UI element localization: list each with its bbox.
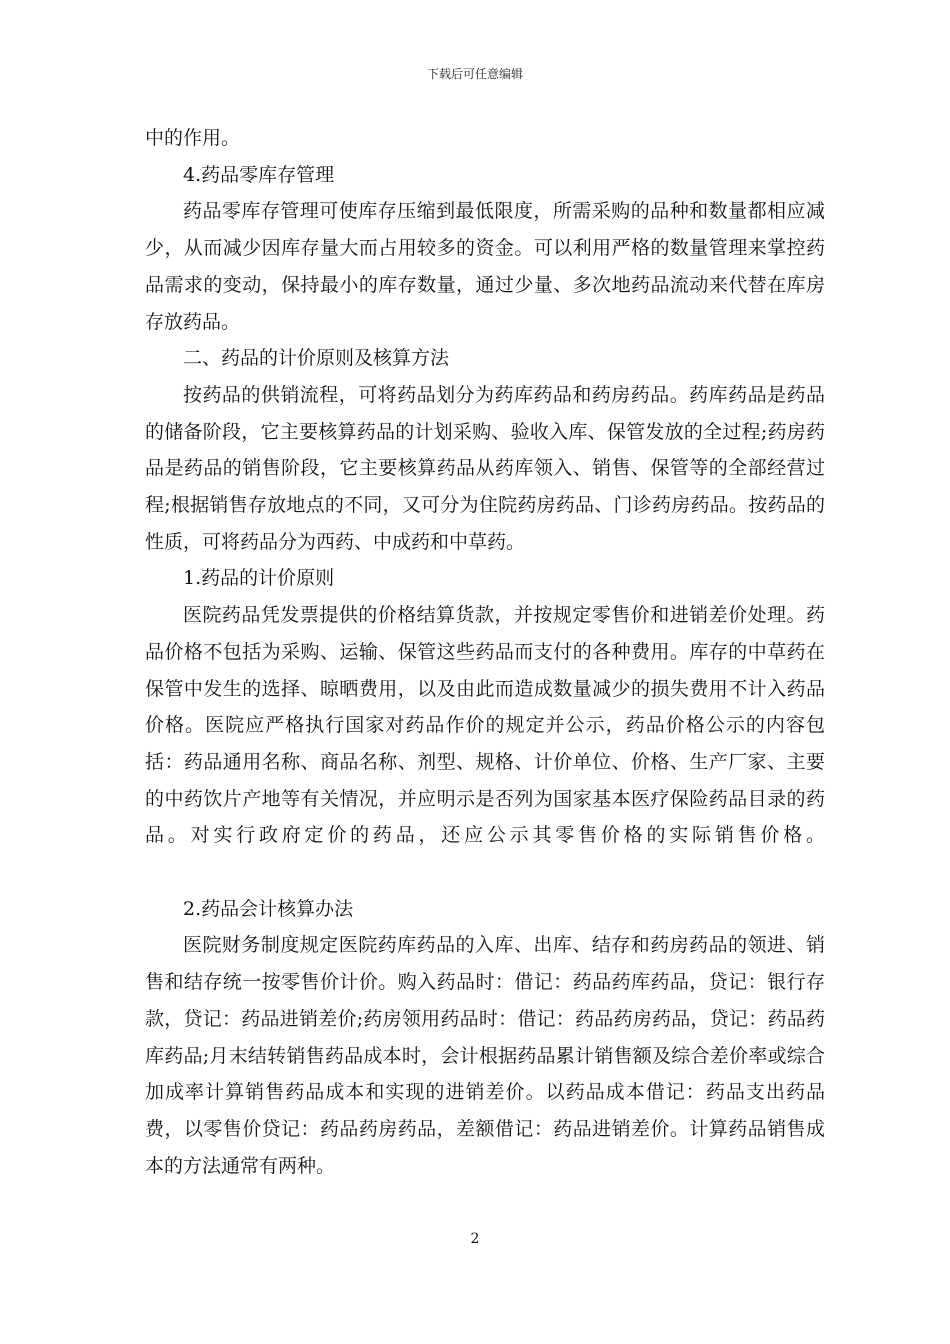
paragraph-pricing-principle [145,597,825,854]
page-number: 2 [470,1231,480,1247]
paragraph-pricing-principle-text: 医院药品凭发票提供的价格结算货款，并按规定零售价和进销差价处理。药品价格不包括为采购、运输、保管这些药品而支付的各种费用。库存的中草药在保管中发生的选择、晾晒费用，以及由此而造成数量减少的损失费用不计入药品价格。医院应严格执行国家对药品作价的规定并公示，药品价格公示的内容包括：药品通用名称、商品名称、剂型、规格、计价单位、价格、生产厂家、主要的中药饮片产地等有关情况，并应明示是否列为国家基本医疗保险药品目录的药品。对实行政府定价的药品，还应公示其零售价格的实际销售价格。 [145,604,825,847]
blank-line [145,854,825,891]
paragraph-drug-classification: 按药品的供销流程，可将药品划分为药库药品和药房药品。药库药品是药品的储备阶段，它主要核算药品的计划采购、验收入库、保管发放的全过程;药房药品是药品的销售阶段，它主要核算药品从药库领入、销售、保管等的全部经营过程;根据销售存放地点的不同，又可分为住院药房药品、门诊药房药品。按药品的性质，可将药品分为西药、中成药和中草药。 [145,383,825,553]
page-header: 下载后可任意编辑 [426,67,523,81]
heading-pricing-and-accounting: 二、药品的计价原则及核算方法 [183,347,450,370]
paragraph-zero-inventory: 药品零库存管理可使库存压缩到最低限度，所需采购的品种和数量都相应减少，从而减少因库存量大而占用较多的资金。可以利用严格的数量管理来掌控药品需求的变动，保持最小的库存数量，通过少量、多次地药品流动来代替在库房存放药品。 [145,200,825,333]
heading-accounting-method: 2.药品会计核算办法 [183,897,354,920]
heading-pricing-principle: 1.药品的计价原则 [183,567,335,590]
paragraph-continuation: 中的作用。 [145,127,241,149]
paragraph-accounting-method: 医院财务制度规定医院药库药品的入库、出库、结存和药房药品的领进、销售和结存统一按零售价计价。购入药品时：借记：药品药库药品，贷记：银行存款，贷记：药品进销差价;药房领用药品时：借记：药品药房药品，贷记：药品药库药品;月末结转销售药品成本时，会计根据药品累计销售额及综合差价率或综合加成率计算销售药品成本和实现的进销差价。以药品成本借记：药品支出药品费，以零售价贷记：药品药房药品，差额借记：药品进销差价。计算药品销售成本的方法通常有两种。 [145,934,825,1177]
heading-zero-inventory: 4.药品零库存管理 [183,163,335,186]
document-body [145,120,825,1184]
